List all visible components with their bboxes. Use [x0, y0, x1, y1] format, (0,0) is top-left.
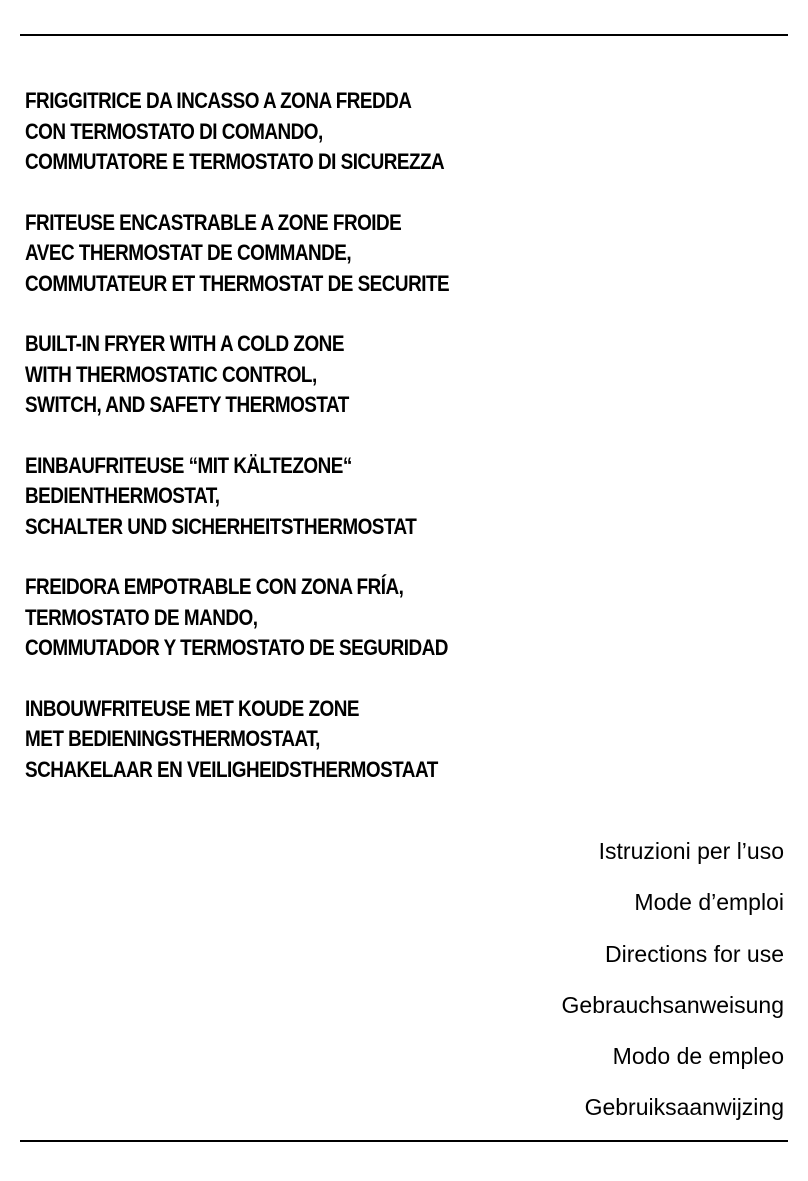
title-line: BEDIENTHERMOSTAT, — [25, 483, 220, 508]
title-line: COMMUTATORE E TERMOSTATO DI SICUREZZA — [25, 149, 445, 174]
title-line: BUILT-IN FRYER WITH A COLD ZONE — [25, 331, 344, 356]
title-line: SCHAKELAAR EN VEILIGHEIDSTHERMOSTAAT — [25, 756, 438, 782]
product-titles — [25, 86, 765, 815]
title-line: FRITEUSE ENCASTRABLE A ZONE FROIDE — [25, 209, 402, 235]
directions-label-spanish: Modo de empleo — [612, 1043, 784, 1070]
title-line: COMMUTATEUR ET THERMOSTAT DE SECURITE — [25, 270, 450, 296]
title-line: COMMUTADOR Y TERMOSTATO DE SEGURIDAD — [25, 635, 448, 660]
directions-list — [562, 826, 784, 1134]
title-line: MET BEDIENINGSTHERMOSTAAT, — [25, 726, 320, 751]
title-line: FREIDORA EMPOTRABLE CON ZONA FRÍA, — [25, 574, 404, 599]
title-line: AVEC THERMOSTAT DE COMMANDE, — [25, 240, 352, 265]
title-block-german — [25, 451, 765, 543]
title-line: INBOUWFRITEUSE MET KOUDE ZONE — [25, 695, 360, 721]
title-block-dutch — [25, 694, 765, 786]
title-line: SCHALTER UND SICHERHEITSTHERMOSTAT — [25, 513, 417, 539]
title-block-italian — [25, 86, 765, 178]
title-line: TERMOSTATO DE MANDO, — [25, 604, 258, 630]
title-block-french — [25, 208, 765, 300]
top-divider — [20, 34, 788, 36]
title-line: CON TERMOSTATO DI COMANDO, — [25, 118, 323, 144]
title-line: FRIGGITRICE DA INCASSO A ZONA FREDDA — [25, 88, 412, 113]
title-line: EINBAUFRITEUSE “MIT KÄLTEZONE“ — [25, 452, 352, 478]
bottom-divider — [20, 1140, 788, 1142]
title-line: WITH THERMOSTATIC CONTROL, — [25, 361, 317, 387]
directions-label-italian: Istruzioni per l’uso — [598, 838, 784, 864]
directions-label-english: Directions for use — [605, 940, 784, 967]
directions-label-german: Gebrauchsanweisung — [561, 991, 784, 1018]
directions-label-dutch: Gebruiksaanwijzing — [584, 1094, 784, 1121]
directions-label-french: Mode d’emploi — [634, 889, 784, 916]
title-block-spanish — [25, 572, 765, 664]
title-block-english — [25, 329, 765, 421]
title-line: SWITCH, AND SAFETY THERMOSTAT — [25, 392, 349, 417]
